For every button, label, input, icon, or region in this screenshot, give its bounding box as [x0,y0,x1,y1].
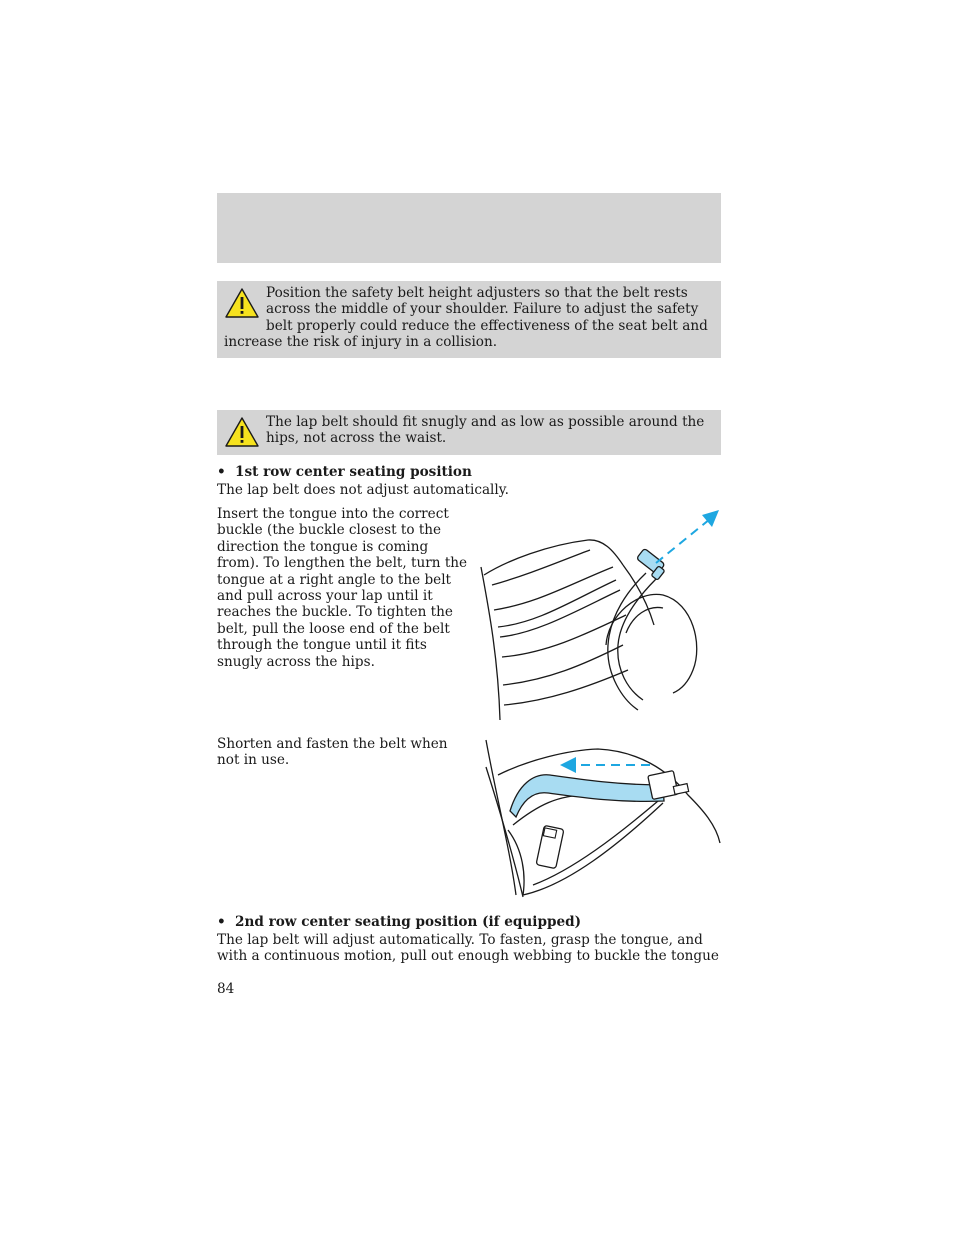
section-header-band [217,193,721,263]
warning-box-lap-belt [217,410,721,455]
text-line: direction the tongue is coming [217,538,429,555]
heading-2nd-row-text: 2nd row center seating position (if equipped) [235,914,582,930]
intro-1st-row: The lap belt does not adjust automatically. [217,482,509,498]
text-line: tongue at a right angle to the belt [217,571,452,588]
instruction-paragraph [217,506,477,670]
text-line: Insert the tongue into the correct [217,506,449,522]
warning-text-belt-height: Position the safety belt height adjusters so that the belt rests across the middle of your shoulder. Failure to adjust the safety belt properly could reduce the effectiveness of the seat belt and increase the risk of injury in a collision. [224,285,708,350]
belt-tongue-icon [636,548,664,580]
storage-paragraph [217,736,477,769]
text-line: with a continuous motion, pull out enough webbing to buckle the tongue [217,948,719,965]
illustration-shorten-belt [478,735,728,903]
text-line: and pull across your lap until it [217,588,433,605]
illustration-lengthen-belt [478,505,728,725]
warning-box-belt-height [217,281,721,358]
text-line: reaches the buckle. To tighten the [217,604,453,621]
warning-triangle-icon [224,416,260,448]
bullet-marker: • [217,914,226,930]
heading-1st-row [217,464,472,481]
text-line: snugly across the hips. [217,653,375,670]
warning-text-lap-belt: The lap belt should fit snugly and as low as possible around the hips, not across the waist. [266,414,705,447]
text-line: from). To lengthen the belt, turn the [217,555,468,572]
text-line: Shorten and fasten the belt when [217,736,448,752]
warning-triangle-icon [224,287,260,319]
belt-tongue-icon [648,771,689,800]
paragraph-2nd-row [217,932,727,965]
arrow-head-icon [560,757,576,773]
text-line: buckle (the buckle closest to the [217,522,442,539]
heading-2nd-row [217,914,581,931]
text-line: belt, pull the loose end of the belt [217,620,450,637]
bullet-marker: • [217,464,226,480]
text-line: through the tongue until it fits [217,637,427,654]
text-line: not in use. [217,752,290,769]
text-line: The lap belt will adjust automatically. To fasten, grasp the tongue, and [217,932,703,948]
page-number: 84 [217,981,235,997]
buckle-icon [536,825,564,868]
pull-direction-arrow [656,519,710,563]
heading-1st-row-text: 1st row center seating position [235,464,472,480]
